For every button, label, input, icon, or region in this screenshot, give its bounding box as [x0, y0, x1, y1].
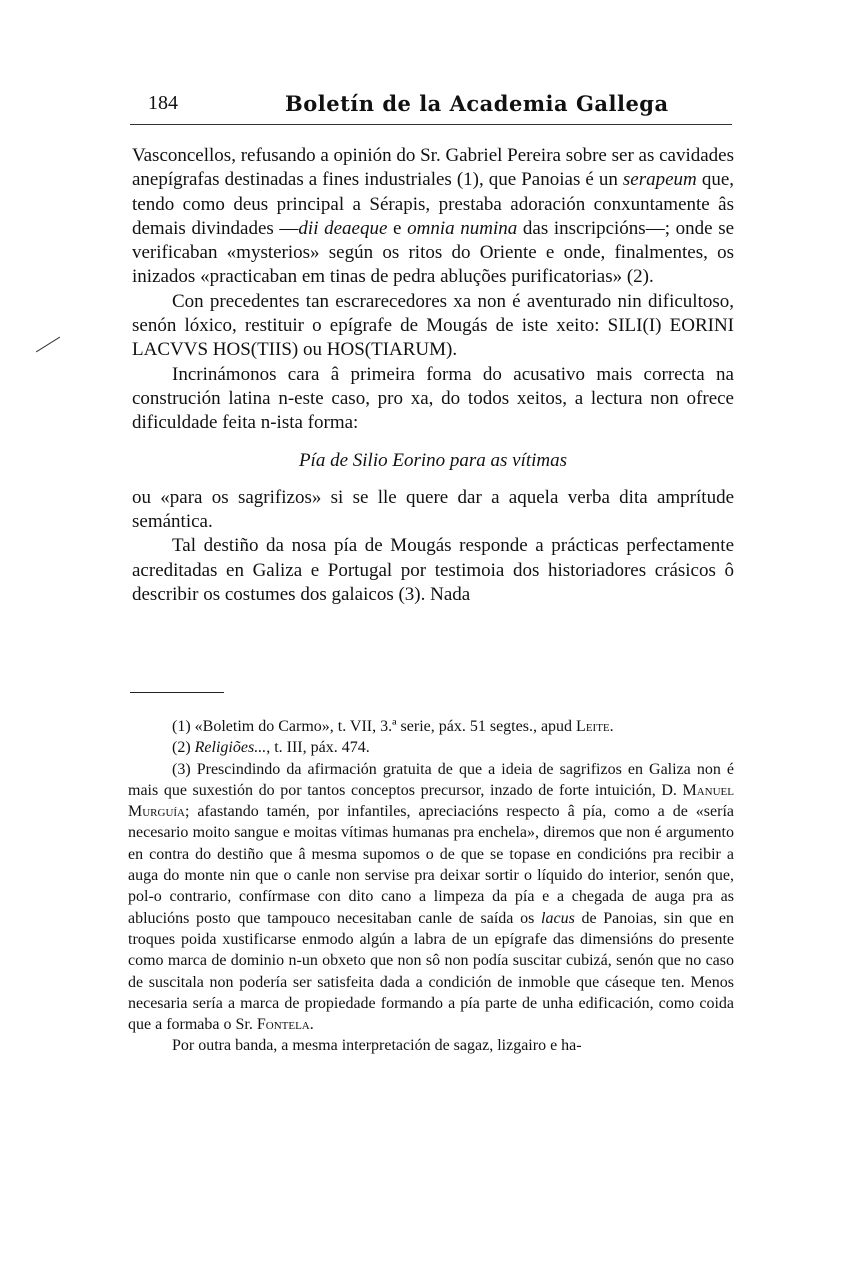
term-omnia-numina: omnia numina: [407, 217, 518, 239]
paragraph-5: Tal destiño da nosa pía de Mougás responde a prácticas perfectamente acreditadas en Galiza e Portugal por testimoia dos historiadores crásicos ô describir os costumes dos galaicos (3). Nada: [132, 535, 734, 606]
term-serapeum: serapeum: [622, 169, 697, 191]
footnote-1: (1) «Boletim do Carmo», t. VII, 3.ª serie, páx. 51 segtes., apud Leite.: [172, 718, 614, 735]
main-text: [132, 144, 734, 607]
margin-pencil-mark: [36, 337, 60, 353]
paragraph-4: ou «para os sagrifizos» si se lle quere dar a aquela verba dita amprítude semántica.: [132, 486, 734, 533]
term-dii-deaeque: dii deaeque: [298, 217, 388, 239]
paragraph-2: Con precedentes tan escrarecedores xa non é aventurado nin dificultoso, senón lóxico, restituir o epígrafe de Mougás de iste xeito: SILI(I) EORINI LACVVS HOS(TIIS) ou HOS(TIARUM).: [132, 290, 734, 361]
page-header: [130, 88, 730, 122]
paragraph-1: Vasconcellos, refusando a opinión do Sr. Gabriel Pereira sobre ser as cavidades anepígrafas destinadas a fines industriales (1), que Panoias é un serapeum que, tendo como deus principal a Sérapis, prestaba adoración conxuntamente âs demais divindades —dii deaeque e omnia numina das inscripcións—; onde se verificaban «mysterios» según os ritos do Oriente e onde, finalmentes, os inizados «practicaban em tinas de pedra abluções purificatorias» (2).: [132, 145, 735, 288]
centered-translation: Pía de Silio Eorino para as vítimas: [298, 449, 568, 471]
paragraph-3: Incrinámonos cara â primeira forma do acusativo mais correcta na construción latina n-este caso, pro xa, do todos xeitos, a lectura non ofrece dificuldade feita n-ista forma:: [132, 363, 734, 434]
footnote-2: (2) Religiões..., t. III, páx. 474.: [172, 739, 370, 757]
footnotes: [128, 716, 734, 1057]
footnote-continuation: Por outra banda, a mesma interpretación de sagaz, lizgairo e ha-: [172, 1037, 582, 1055]
header-rule: [130, 124, 732, 125]
footnote-rule: [130, 692, 224, 693]
footnote-3: (3) Prescindindo da afirmación gratuita de que a ideia de sagrifizos en Galiza non é mais que suxestión do por tantos conceptos precursor, inzado de forte intuición, D. Manuel Murguía; afastando tamén, por infantiles, apreciacións respecto â pía, como a de «sería necesario moito sangue e moitas vítimas humanas pra enchela», diremos que non é argumento en contra do destiño que â mesma supomos o de que se topase en condicións pra recibir a auga do monte nin que o canle non servise pra deixar sortir o líquido do interior, senón que, pol-o contrario, confírmase con dito cano a limpeza da pía e a chegada de auga pra as ablucións posto que tampouco necesitaban canle de saída os lacus de Panoias, sin que en troques poida xustificarse enmodo algún a labra de un epígrafe das dimensións do presente como marca de dominio n-un obxeto que non sô non podía suscitar cubizá, senón que no caso de suscitala non podería ser satisfeita dada a condición de inmoble que cáseque ten. Menos necesaria sería a marca de propiedade formando a pía parte de unha edificación, como coida que a formaba o Sr. Fontela.: [128, 760, 735, 1034]
page-number: 184: [148, 92, 178, 114]
running-title: Boletín de la Academia Gallega: [285, 91, 669, 116]
